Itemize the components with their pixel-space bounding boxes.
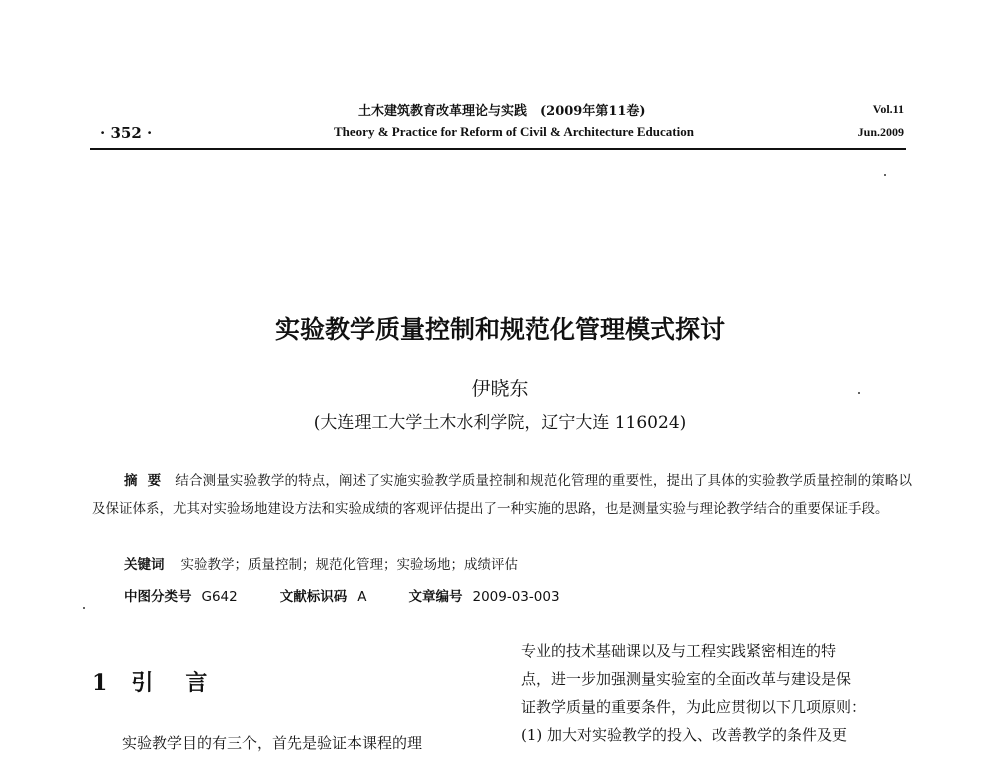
section-title-part2: 言 [185,670,208,696]
right-column-line: 专业的技术基础课以及与工程实践紧密相连的特 [521,642,837,660]
keywords-text: 实验教学；质量控制；规范化管理；实验场地；成绩评估 [180,557,518,573]
journal-title-cn: 土木建筑教育改革理论与实践 (2009年第11卷) [358,104,646,119]
section-title-part1: 引 [131,670,154,696]
journal-title-en: Theory & Practice for Reform of Civil & Architecture Education [334,124,694,139]
right-column-line: 证教学质量的重要条件，为此应贯彻以下几项原则： [521,698,867,716]
scan-speck [884,174,886,176]
scan-speck [83,607,85,609]
page-number: · 352 · [100,124,153,142]
abstract-label: 摘要 [124,473,172,489]
scan-speck [858,392,860,394]
clc-value: G642 [201,589,238,605]
right-column-line: (1) 加大对实验教学的投入、改善教学的条件及更 [521,726,848,744]
classification-line [124,585,602,605]
header-rule [90,148,906,150]
article-no-label: 文章编号 [408,589,463,605]
doc-code-value: A [357,589,367,605]
issue-date: Jun.2009 [857,125,904,139]
left-column-text: 实验教学目的有三个，首先是验证本课程的理 [122,734,423,752]
author-affiliation: (大连理工大学土木水利学院，辽宁大连 116024) [313,413,687,433]
abstract [92,467,912,523]
article-no-value: 2009-03-003 [472,589,560,605]
keywords [124,553,518,573]
author-name: 伊晓东 [471,378,529,400]
section-heading [92,666,207,697]
volume-label: Vol.11 [872,102,904,116]
right-column-text [521,637,911,749]
clc-label: 中图分类号 [124,589,192,605]
article-title: 实验教学质量控制和规范化管理模式探讨 [274,315,725,344]
keywords-label: 关键词 [124,557,165,573]
right-column-line: 点，进一步加强测量实验室的全面改革与建设是保 [521,670,852,688]
abstract-text: 结合测量实验教学的特点，阐述了实施实验教学质量控制和规范化管理的重要性，提出了具体的实验教学质量控制的策略以及保证体系，尤其对实验场地建设方法和实验成绩的客观评估提出了一种实施的思路，也是测量实验与理论教学结合的重要保证手段。 [92,473,913,517]
doc-code-label: 文献标识码 [279,589,348,605]
section-number: 1 [92,670,108,696]
